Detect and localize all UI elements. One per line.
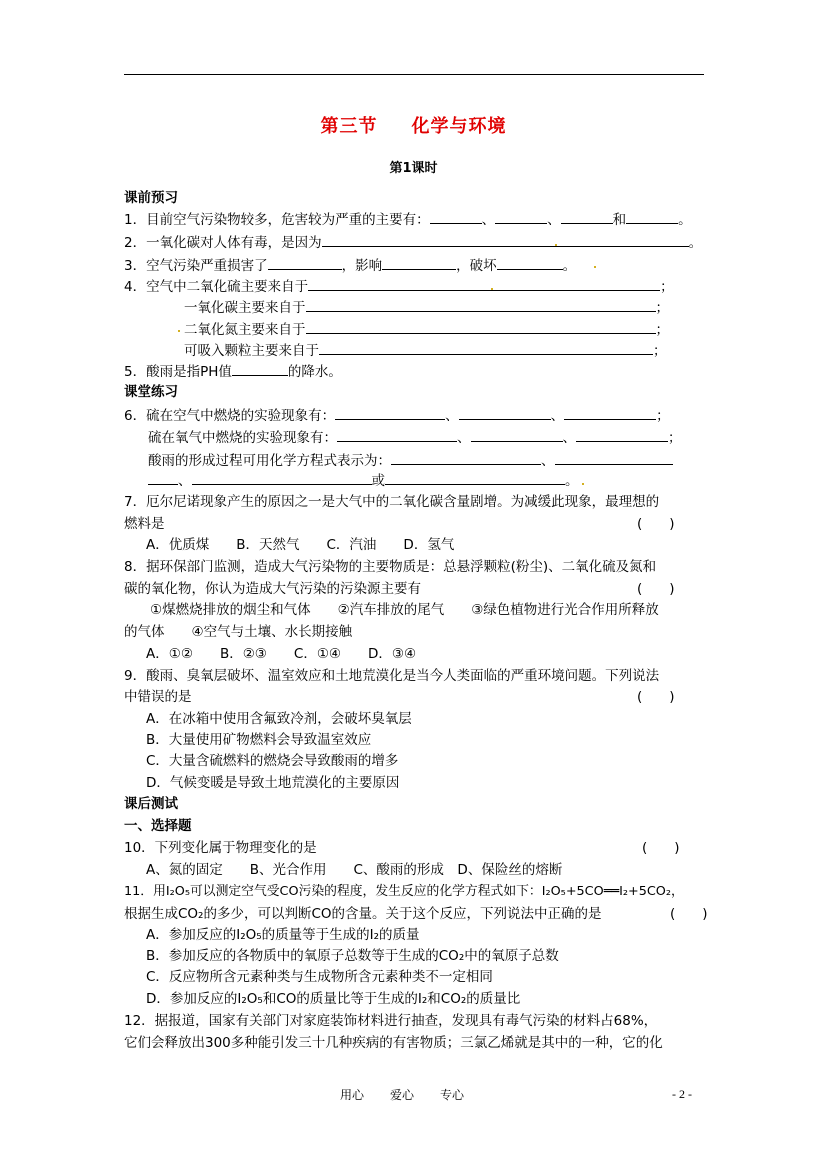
q4-end: ； [653,343,667,359]
q6-blank [471,428,563,442]
q3-blank-2 [382,256,456,270]
q3-text-a: 3．空气污染严重损害了 [124,258,268,274]
question-8-line-1: 8．据环保部门监测，造成大气污染物的主要物质是：总悬浮颗粒(粉尘)、二氧化硫及氮和 [124,559,657,575]
q3-blank-3 [497,256,563,270]
question-6-line-1 [124,406,670,425]
question-10-line-1: 10．下列变化属于物理变化的是 [124,840,317,856]
question-1 [124,210,692,229]
q9-answer-paren: ( ) [637,689,675,705]
question-9-line-1: 9．酸雨、臭氧层破坏、温室效应和土地荒漠化是当今人类面临的严重环境问题。下列说法 [124,668,660,684]
q1-blank-2 [495,210,547,224]
q6-blank [192,471,372,485]
q11-answer-paren: ( ) [670,906,708,922]
question-4-line-4 [184,341,667,360]
q11-option-d: D．参加反应的I₂O₅和CO的质量比等于生成的I₂和CO₂的质量比 [146,991,521,1007]
q4-no2-label: 二氧化氮主要来自于 [184,322,306,338]
page-footer [340,1086,490,1103]
q6-sep: 、 [550,408,565,424]
section-heading-classroom: 课堂练习 [124,384,178,400]
q2-blank [322,233,689,247]
q6-sep: 、 [562,430,576,446]
q5-text-a: 5．酸雨是指PH值 [124,364,232,380]
title-section: 第三节 [320,116,378,137]
q5-text-b: 的降水。 [287,364,342,380]
q3-end: 。 [562,258,577,274]
q6-blank [459,406,551,420]
q6-oxygen-label: 硫在氧气中燃烧的实验现象有： [148,430,337,446]
question-6-line-4 [148,471,579,490]
q9-option-c: C．大量含硫燃料的燃烧会导致酸雨的增多 [146,753,399,769]
q4-blank-1 [308,277,660,291]
q8-options: A．①② B．②③ C．①④ D．③④ [146,646,417,662]
question-6-line-2 [148,428,682,447]
scan-dot [491,288,493,290]
page-number: - 2 - [672,1087,692,1101]
q6-air-label: 6．硫在空气中燃烧的实验现象有： [124,408,336,424]
q6-blank [385,471,565,485]
q11-option-c: C．反应物所含元素种类与生成物所含元素种类不一定相同 [146,969,493,985]
q4-blank-2 [306,298,656,312]
q1-text: 1．目前空气污染物较多，危害较为严重的主要有： [124,212,430,228]
footer-word-2: 爱心 [390,1088,415,1102]
q6-or: 或 [371,473,385,489]
footer-word-1: 用心 [340,1088,365,1102]
q1-blank-3 [561,210,613,224]
q4-end: ； [660,279,674,295]
scan-dot [555,244,557,246]
q4-co-label: 一氧化碳主要来自于 [184,300,306,316]
question-7-line-1: 7．厄尔尼诺现象产生的原因之一是大气中的二氧化碳含量剧增。为减缓此现象，最理想的 [124,494,660,510]
q2-text: 2．一氧化碳对人体有毒，是因为 [124,235,322,251]
q1-sep: 、 [481,212,496,228]
q6-end: ； [656,408,670,424]
question-4-line-2 [184,298,669,317]
q4-end: ； [655,322,669,338]
q10-answer-paren: ( ) [642,840,680,856]
question-5 [124,362,342,381]
header-rule [124,74,704,75]
q6-end: ； [668,430,682,446]
section-heading-preview: 课前预习 [124,190,178,206]
q7-answer-paren: ( ) [637,516,675,532]
q4-so2-label: 4．空气中二氧化硫主要来自于 [124,279,309,295]
q8-answer-paren: ( ) [637,581,675,597]
question-4-line-1 [124,277,674,296]
q6-blank [576,428,668,442]
q1-blank-4 [626,210,678,224]
q1-blank-1 [430,210,482,224]
question-12-line-2: 它们会释放出300多种能引发三十几种疾病的有害物质；三氯乙烯就是其中的一种，它的化 [124,1035,663,1051]
question-8-line-2: 碳的氧化物，你认为造成大气污染的污染源主要有 [124,581,421,597]
q9-option-d: D．气候变暖是导致土地荒漠化的主要原因 [146,775,400,791]
question-11-line-2: 根据生成CO₂的多少，可以判断CO的含量。关于这个反应，下列说法中正确的是 [124,906,602,922]
title-topic: 化学与环境 [411,116,507,137]
q4-pm-label: 可吸入颗粒主要来自于 [184,343,319,359]
q6-sep: 、 [541,453,555,469]
q6-sep: 、 [457,430,471,446]
section-heading-after: 课后测试 [124,796,178,812]
q6-blank [337,428,457,442]
q3-text-b: ，影响 [341,258,383,274]
section-heading-choice: 一、选择题 [124,818,192,834]
q9-option-b: B．大量使用矿物燃料会导致温室效应 [146,732,372,748]
q9-option-a: A．在冰箱中使用含氟致冷剂，会破坏臭氧层 [146,711,412,727]
q6-equation-label: 酸雨的形成过程可用化学方程式表示为： [148,453,391,469]
q11-option-b: B．参加反应的各物质中的氧原子总数等于生成的CO₂中的氧原子总数 [146,948,559,964]
question-2 [124,233,702,252]
q1-end: 。 [678,212,692,228]
lesson-subtitle: 第1课时 [389,161,438,176]
question-3 [124,256,576,275]
q6-blank [555,451,673,465]
footer-word-3: 专心 [440,1088,465,1102]
q5-blank [232,362,288,376]
q4-blank-3 [306,320,656,334]
q4-blank-4 [319,341,653,355]
q10-options: A、氮的固定 B、光合作用 C、酸雨的形成 D、保险丝的熔断 [146,862,563,878]
question-8-line-3: ①煤燃烧排放的烟尘和气体 ②汽车排放的尾气 ③绿色植物进行光合作用所释放 [150,602,659,618]
q6-blank [391,451,541,465]
q3-text-c: ，破坏 [456,258,497,274]
question-6-line-3 [148,451,673,470]
scan-dot [594,266,596,268]
question-8-line-4: 的气体 ④空气与土壤、水长期接触 [124,624,353,640]
question-4-line-3 [184,320,669,339]
q2-end: 。 [688,235,703,251]
question-12-line-1: 12．据报道，国家有关部门对家庭装饰材料进行抽查，发现具有毒气污染的材料占68%， [124,1013,658,1029]
q1-sep: 、 [547,212,561,228]
page-title [0,112,827,138]
q6-blank [335,406,445,420]
q6-period: 。 [565,473,579,489]
q11-option-a: A．参加反应的I₂O₅的质量等于生成的I₂的质量 [146,927,420,943]
scan-dot [582,483,584,485]
question-9-line-2: 中错误的是 [124,689,192,705]
q6-blank [148,471,178,485]
q6-sep: 、 [445,408,459,424]
q3-blank-1 [268,256,342,270]
q1-and: 和 [612,212,627,228]
question-7-line-2: 燃料是 [124,516,165,532]
q4-end: ； [655,300,669,316]
q6-blank [564,406,656,420]
scan-dot [178,330,180,332]
q7-options: A．优质煤 B．天然气 C．汽油 D．氢气 [146,537,455,553]
question-11-line-1: 11．用I₂O₅可以测定空气受CO污染的程度，发生反应的化学方程式如下：I₂O₅+5CO══I₂+5CO₂， [124,884,684,899]
q6-sep: 、 [178,473,192,489]
